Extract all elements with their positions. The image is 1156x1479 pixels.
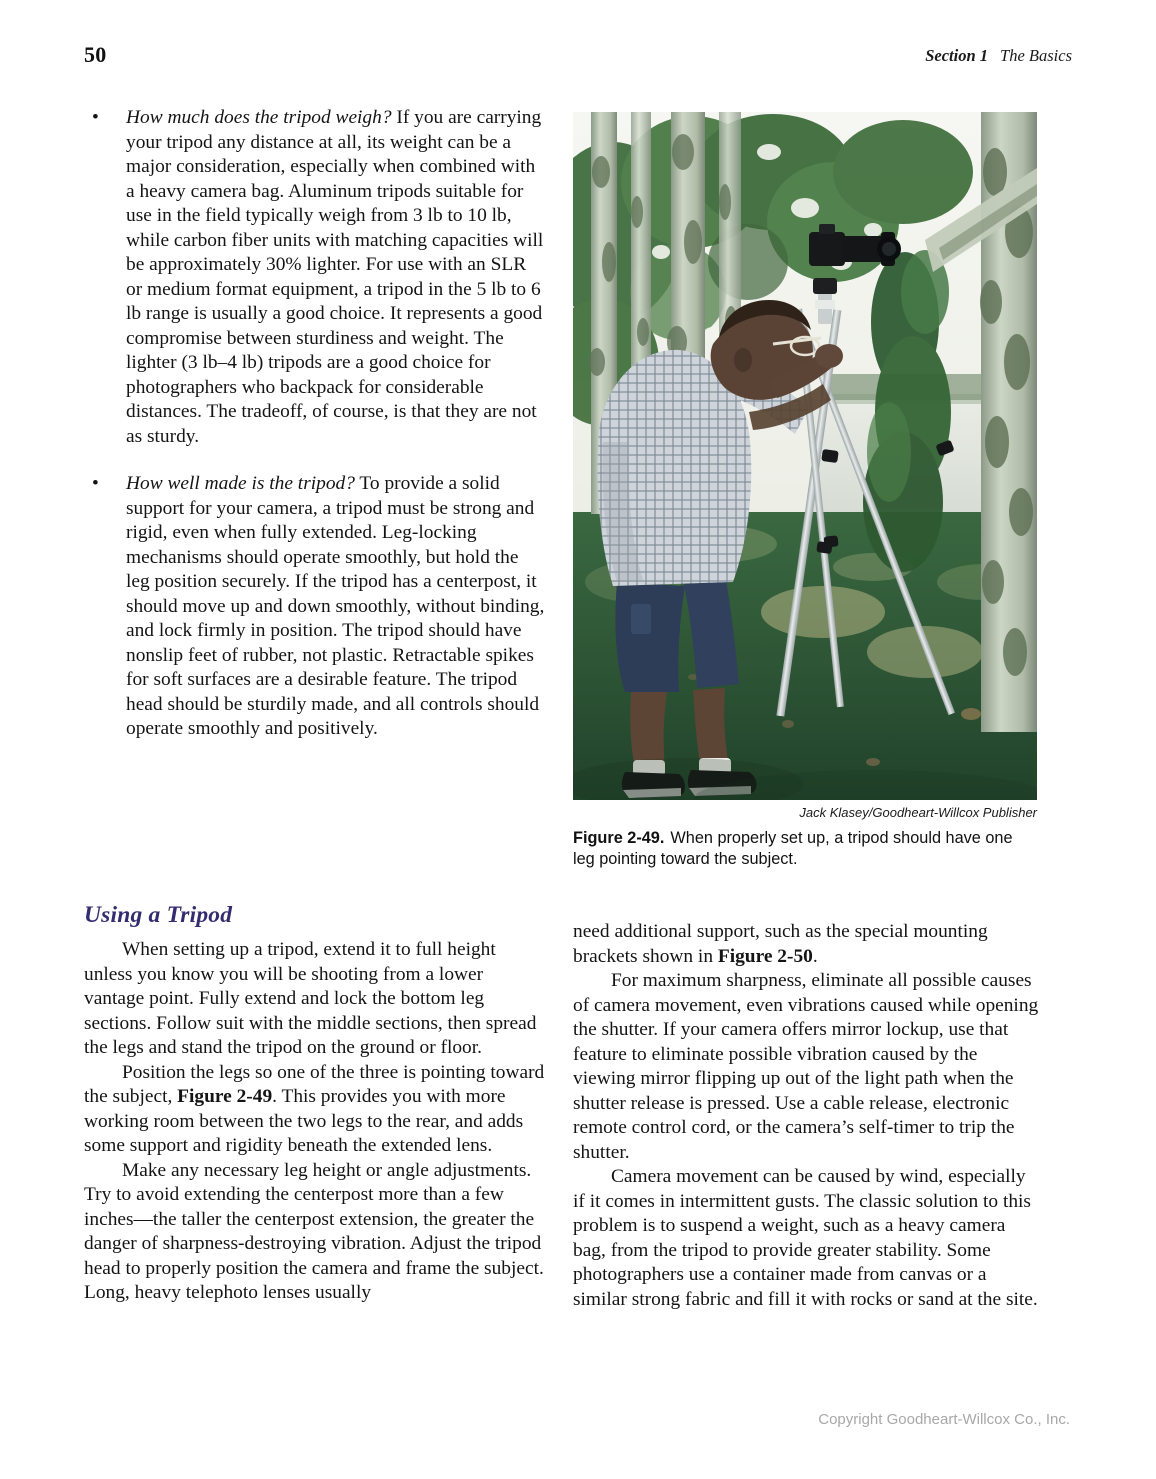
figure-reference: Figure 2-49 (177, 1086, 273, 1107)
figure-2-49 (573, 112, 1037, 870)
bullet-question: How well made is the tripod? (126, 473, 355, 494)
paragraph-text-before: Position the legs so one of the three is pointing toward the subject, (84, 1061, 545, 1107)
running-head-section: Section 1 (925, 46, 989, 65)
figure-credit: Jack Klasey/Goodheart-Willcox Publisher (799, 805, 1037, 820)
paragraph: Camera movement can be caused by wind, especially if it comes in intermittent gusts. The classic solution to this problem is to suspend a weight, such as a heavy camera bag, from the tripod to provide greater stability. Some photographers use a container made from canvas or a similar strong fabric and fill it with rocks or sand at the site. (573, 1166, 1038, 1310)
left-column-lower (84, 900, 546, 1306)
bullet-icon: • (92, 473, 99, 494)
paragraph-with-figure-ref (573, 920, 1041, 969)
bullet-list (84, 106, 546, 742)
paragraph-with-figure-ref (84, 1061, 546, 1159)
figure-caption (573, 828, 1037, 870)
figure-reference: Figure 2-50 (717, 945, 813, 967)
paragraph: When setting up a tripod, extend it to full height unless you know you will be shooting from a lower vantage point. Fully extend and lock the bottom leg sections. Follow suit with the middle sections, then spread the legs and stand the tripod on the ground or floor. (84, 939, 537, 1058)
paragraph-text-before: need additional support, such as the special mounting brackets shown in (573, 921, 988, 967)
bullet-body: To provide a solid support for your camera, a tripod must be strong and rigid, even when fully extended. Leg-locking mechanisms should operate smoothly, but hold the leg position securely. If the tripod has a centerpost, it should move up and down smoothly, without binding, and lock firmly in position. The tripod should have nonslip feet of rubber, not plastic. Retractable spikes for soft surfaces are a desirable feature. The tripod head should be sturdily made, and all controls should operate smoothly and positively. (126, 473, 545, 739)
right-column-lower (573, 920, 1041, 1312)
figure-caption-text: When properly set up, a tripod should have one leg pointing toward the subject. (573, 829, 1013, 868)
copyright-footer: Copyright Goodheart-Willcox Co., Inc. (818, 1411, 1070, 1428)
list-item (84, 472, 546, 742)
running-head (84, 42, 1072, 76)
running-head-right (925, 46, 1072, 66)
section-heading: Using a Tripod (84, 902, 233, 928)
paragraph: Make any necessary leg height or angle adjustments. Try to avoid extending the centerpost more than a few inches—the taller the centerpost extension, the greater the danger of sharpness-destroying vibration. Adjust the tripod head to properly position the camera and frame the subject. Long, heavy telephoto lenses usually (84, 1159, 544, 1303)
paragraph-text-after: . This provides you with more working room between the two legs to the rear, and adds some support and rigidity beneath the extended lens. (84, 1086, 524, 1156)
paragraph-text-after: . (812, 945, 818, 967)
left-column-upper (84, 106, 546, 742)
paragraph: For maximum sharpness, eliminate all possible causes of camera movement, even vibrations caused while opening the shutter. If your camera offers mirror lockup, use that feature to eliminate possible vibration caused by the viewing mirror flipping up out of the light path when the shutter release is pressed. Use a cable release, electronic remote control cord, or the camera’s self-timer to trip the shutter. (573, 970, 1039, 1163)
photo-illustration (573, 112, 1037, 800)
bullet-body: If you are carrying your tripod any distance at all, its weight can be a major consideration, especially when combined with a heavy camera bag. Aluminum tripods suitable for use in the field typically weigh from 3 lb to 10 lb, while carbon fiber units with matching capacities will be approximately 30% lighter. For use with an SLR or medium format equipment, a tripod in the 5 lb to 6 lb range is usually a good choice. It represents a good compromise between sturdiness and weight. The lighter (3 lb–4 lb) tripods are a good choice for photographers who backpack for considerable distances. The tradeoff, of course, is that they are not as sturdy. (126, 107, 544, 447)
figure-photo (573, 112, 1037, 800)
bullet-icon: • (92, 107, 99, 128)
figure-caption-label: Figure 2-49. (573, 829, 665, 847)
bullet-question: How much does the tripod weigh? (126, 107, 392, 128)
list-item (84, 106, 546, 449)
page-number: 50 (84, 42, 107, 67)
running-head-title: The Basics (1000, 46, 1072, 65)
